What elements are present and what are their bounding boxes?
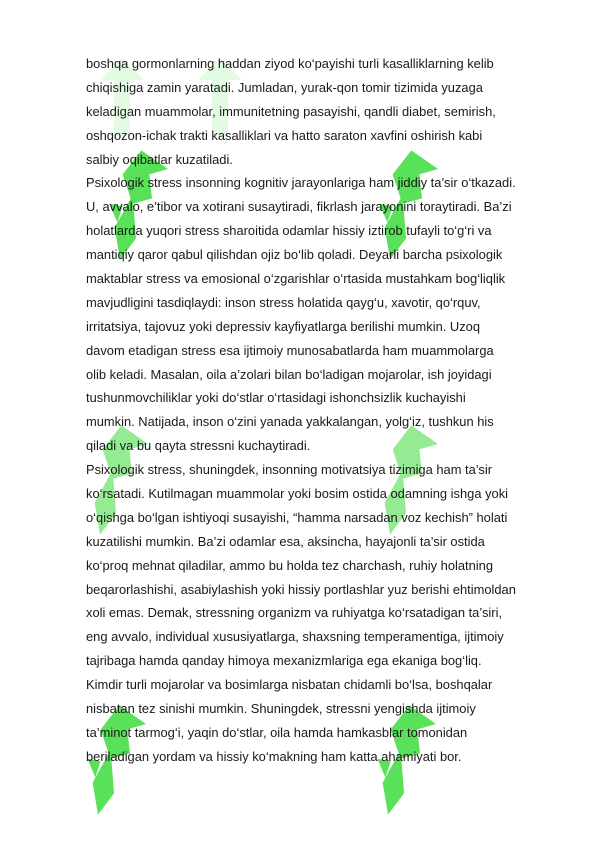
body-text — [86, 52, 558, 769]
text-line: beqarorlashishi, asabiylashish yoki hissiy portlashlar yuz berishi ehtimoldan — [86, 581, 516, 597]
text-line: oshqozon-ichak trakti kasalliklari va hatto saraton xavfini oshirish kabi — [86, 127, 483, 143]
text-line: xoli emas. Demak, stressning organizm va ruhiyatga ko‘rsatadigan ta’siri, — [86, 605, 503, 621]
text-line: davom etadigan stress esa ijtimoiy munosabatlarda ham muammolarga — [86, 342, 494, 358]
text-line: Psixologik stress, shuningdek, insonning motivatsiya tizimiga ham ta’sir — [86, 462, 492, 478]
text-line: Psixologik stress insonning kognitiv jarayonlariga ham jiddiy ta’sir o‘tkazadi. — [86, 175, 516, 191]
text-line: beriladigan yordam va hissiy ko‘makning ham katta ahamiyati bor. — [86, 748, 462, 764]
text-line: tushunmovchiliklar yoki do‘stlar o‘rtasidagi ishonchsizlik kuchayishi — [86, 390, 466, 406]
text-line: tajribaga hamda qanday himoya mexanizmlariga ega ekaniga bog‘liq. — [86, 653, 482, 669]
text-line: chiqishiga zamin yaratadi. Jumladan, yurak-qon tomir tizimida yuzaga — [86, 79, 483, 95]
text-line: eng avvalo, individual xususiyatlarga, shaxsning temperamentiga, ijtimoiy — [86, 629, 504, 645]
text-line: keladigan muammolar, immunitetning pasayishi, qandli diabet, semirish, — [86, 103, 496, 119]
text-line: ko‘proq mehnat qiladilar, ammo bu holda tez charchash, ruhiy holatning — [86, 557, 494, 573]
text-line: qiladi va bu qayta stressni kuchaytiradi. — [86, 438, 311, 454]
text-line: olib keladi. Masalan, oila a’zolari bilan bo‘ladigan mojarolar, ish joyidagi — [86, 366, 492, 382]
text-line: o‘qishga bo‘lgan ishtiyoqi susayishi, “hamma narsadan voz kechish” holati — [86, 509, 508, 525]
text-line: mavjudligini tasdiqlaydi: inson stress holatida qayg‘u, xavotir, qo‘rquv, — [86, 294, 481, 310]
text-line: nisbatan tez sinishi mumkin. Shuningdek, stressni yengishda ijtimoiy — [86, 701, 476, 717]
text-line: maktablar stress va emosional o‘zgarishlar o‘rtasida mustahkam bog‘liqlik — [86, 271, 506, 287]
text-line: salbiy oqibatlar kuzatiladi. — [86, 151, 233, 167]
text-line: irritatsiya, tajovuz yoki depressiv kayfiyatlarga berilishi mumkin. Uzoq — [86, 318, 481, 334]
text-line: kuzatilishi mumkin. Ba’zi odamlar esa, aksincha, hayajonli ta’sir ostida — [86, 533, 485, 549]
text-line: boshqa gormonlarning haddan ziyod ko‘payishi turli kasalliklarning kelib — [86, 56, 494, 71]
text-line: mumkin. Natijada, inson o‘zini yanada yakkalangan, yolg‘iz, tushkun his — [86, 414, 494, 430]
text-line: Kimdir turli mojarolar va bosimlarga nisbatan chidamli bo‘lsa, boshqalar — [86, 677, 493, 693]
text-line: ko‘rsatadi. Kutilmagan muammolar yoki bosim ostida odamning ishga yoki — [86, 486, 509, 502]
text-line: mantiqiy qaror qabul qilishdan ojiz bo‘lib qoladi. Deyarli barcha psixologik — [86, 247, 503, 263]
text-line: holatlarda yuqori stress sharoitida odamlar hissiy iztirob tufayli to‘g‘ri va — [86, 223, 492, 239]
text-line: U, avvalo, e’tibor va xotirani susaytiradi, fikrlash jarayonini toraytiradi. Ba’zi — [86, 199, 512, 215]
text-line: ta’minot tarmog‘i, yaqin do‘stlar, oila hamda hamkasblar tomonidan — [86, 724, 468, 740]
